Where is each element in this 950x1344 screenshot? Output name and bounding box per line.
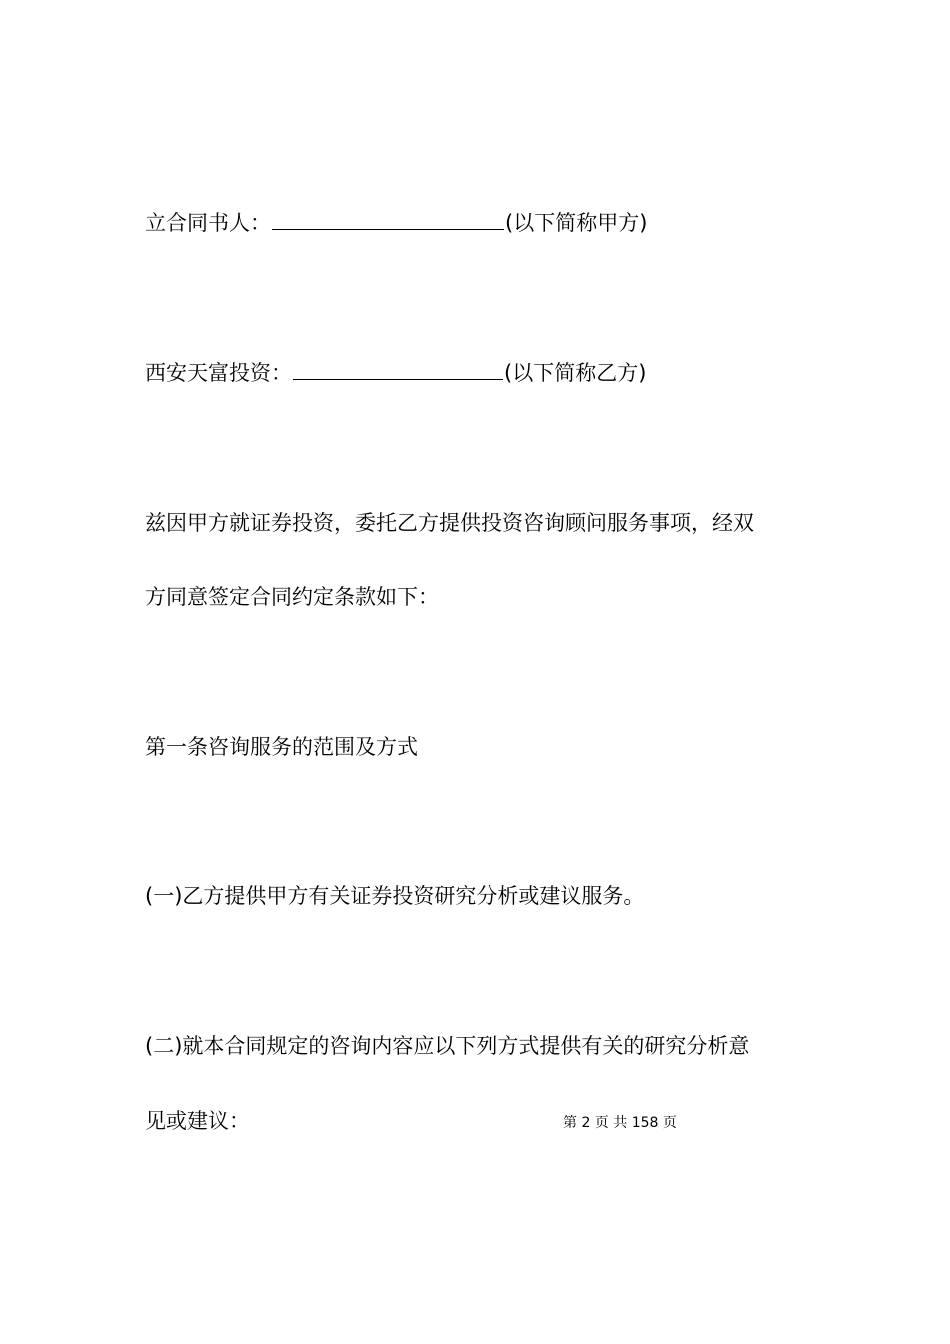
page-number: 第 2 页 共 158 页 — [563, 1115, 677, 1131]
preamble-line-1: 兹因甲方就证券投资，委托乙方提供投资咨询顾问服务事项，经双 — [145, 511, 754, 535]
party-a-suffix: (以下简称甲方) — [505, 211, 648, 235]
party-b-line — [145, 357, 646, 388]
article-1-item-2-line-2: 见或建议： — [145, 1109, 250, 1133]
party-b-label: 西安天富投资： — [145, 361, 292, 385]
article-1-heading: 第一条咨询服务的范围及方式 — [145, 735, 418, 759]
article-1-item-2-line-1: (二)就本合同规定的咨询内容应以下列方式提供有关的研究分析意 — [145, 1034, 750, 1058]
preamble-line-2: 方同意签定合同约定条款如下： — [145, 585, 439, 609]
article-1-item-1: (一)乙方提供甲方有关证券投资研究分析或建议服务。 — [145, 884, 645, 908]
party-a-line — [145, 207, 647, 238]
party-b-suffix: (以下简称乙方) — [504, 361, 647, 385]
party-a-label: 立合同书人： — [145, 211, 271, 235]
party-a-name-blank — [272, 207, 504, 230]
party-b-name-blank — [293, 357, 503, 380]
